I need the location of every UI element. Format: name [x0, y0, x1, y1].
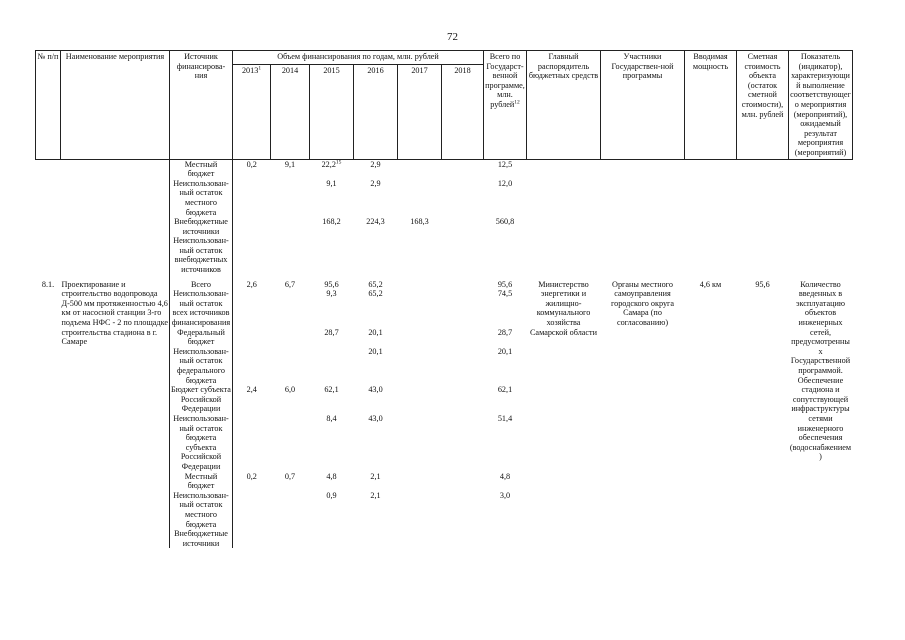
value-2018 [442, 159, 484, 179]
header-total: Всего по Государст-венной программе, млн. рублей$^{12}$ [484, 51, 527, 160]
item-manager: Министерство энергетики и жилищно-коммунального хозяйства Самарской области [529, 279, 598, 337]
header-year-2018: 2018 [442, 64, 484, 159]
value-2014 [271, 217, 310, 236]
value-2014 [271, 328, 310, 347]
value-2014 [271, 414, 310, 472]
value-2016 [354, 529, 398, 548]
value-2017 [398, 289, 442, 327]
value-2017 [398, 491, 442, 529]
header-year-2013: 2013$^1$ [233, 64, 271, 159]
header-num: № п/п [36, 51, 61, 160]
value-2013 [233, 491, 271, 529]
source-cell: Неиспользован-ный остаток бюджета субъекта Российской Федерации [170, 414, 233, 472]
value-2016: 65,2 [368, 279, 383, 289]
value-2017: 168,3 [410, 217, 429, 227]
item-participants: Органы местного самоуправления городского округа Самара (по согласованию) [610, 279, 675, 328]
header-year-2017: 2017 [398, 64, 442, 159]
value-total: 74,5 [497, 289, 513, 299]
header-year-2014: 2014 [271, 64, 310, 159]
table-row [36, 236, 853, 274]
value-2016: 65,2 [368, 289, 383, 299]
value-2013: 2,6 [246, 279, 257, 289]
source-cell: Местный бюджет [170, 472, 233, 491]
value-2018 [442, 179, 484, 217]
table-row [36, 217, 853, 236]
value-2015: 9,1 [326, 178, 337, 188]
header-funding-group: Объем финансирования по годам, млн. рублей [233, 51, 484, 65]
value-2017 [398, 385, 442, 414]
value-2016: 2,1 [370, 490, 381, 500]
item-capacity: 4,6 км [699, 279, 722, 289]
value-2014: 0,7 [284, 471, 296, 481]
value-total: 12,0 [497, 178, 513, 188]
source-cell: Местный бюджет [170, 159, 233, 179]
header-year-2015: 2015 [310, 64, 354, 159]
value-2016: 43,0 [368, 413, 383, 423]
value-2018 [442, 347, 484, 385]
page-number: 72 [447, 31, 458, 43]
value-2016: 43,0 [368, 385, 383, 395]
value-2015 [310, 529, 354, 548]
header-cost: Сметная стоимость объекта (остаток сметной стоимости), млн. рублей [737, 51, 789, 160]
source-cell: Всего [170, 280, 233, 290]
value-2018 [442, 236, 484, 274]
value-2018 [442, 328, 484, 347]
value-total: 51,4 [497, 413, 513, 423]
header-manager: Главный распорядитель бюджетных средств [527, 51, 601, 160]
value-2013: 0,2 [246, 159, 257, 169]
funding-table [35, 50, 853, 548]
value-2016: 2,9 [370, 159, 381, 169]
table-row [36, 159, 853, 179]
source-cell: Федеральный бюджет [170, 328, 233, 347]
value-2015: 28,7 [324, 327, 339, 337]
table-row [36, 179, 853, 217]
value-total: 62,1 [497, 385, 513, 395]
value-2016 [354, 236, 398, 274]
value-total: 4,8 [499, 471, 511, 481]
value-2014: 9,1 [284, 159, 296, 169]
source-cell: Внебюджетные источники [170, 529, 233, 548]
value-2018 [442, 472, 484, 491]
value-2017 [398, 414, 442, 472]
value-2013 [233, 328, 271, 347]
header-year-2016: 2016 [354, 64, 398, 159]
value-2014 [271, 491, 310, 529]
value-2014 [271, 347, 310, 385]
value-2015: 62,1 [324, 385, 339, 395]
value-2016: 20,1 [368, 327, 383, 337]
source-cell: Неиспользован-ный остаток всех источников финансирования [170, 289, 233, 327]
value-2018 [442, 280, 484, 290]
value-2013 [233, 236, 271, 274]
value-2013 [233, 414, 271, 472]
value-2014 [271, 529, 310, 548]
item-cost: 95,6 [755, 279, 770, 289]
value-total: 20,1 [497, 346, 513, 356]
value-total: 12,5 [497, 159, 513, 169]
value-2015: 8,4 [326, 413, 337, 423]
value-total: 3,0 [499, 490, 511, 500]
value-2013 [233, 529, 271, 548]
value-2015: 22,2$^{15}$ [321, 158, 342, 169]
value-2015: 9,3 [326, 289, 337, 299]
source-cell: Неиспользован-ный остаток местного бюджета [170, 491, 233, 529]
value-2014: 6,7 [284, 279, 296, 289]
value-2017 [398, 179, 442, 217]
value-2018 [442, 217, 484, 236]
header-participants: Участники Государствен-ной программы [601, 51, 685, 160]
header-indicator: Показатель (индикатор), характеризующий выполнение соответствующего мероприятия (мероприятий), ожидаемый результат мероприятия (мероприятий) [789, 51, 853, 160]
source-cell: Неиспользован-ный остаток местного бюджета [170, 179, 233, 217]
source-cell: Внебюджетные источники [170, 217, 233, 236]
value-2016: 20,1 [368, 346, 383, 356]
value-2018 [442, 385, 484, 414]
value-2014 [271, 289, 310, 327]
value-2013 [233, 289, 271, 327]
value-2017 [398, 236, 442, 274]
value-2016: 2,9 [370, 178, 381, 188]
value-2015 [310, 236, 354, 274]
value-2015: 4,8 [326, 471, 337, 481]
value-2015: 0,9 [326, 490, 337, 500]
value-2017 [398, 472, 442, 491]
value-2015 [310, 347, 354, 385]
value-2014 [271, 236, 310, 274]
value-total: 560,8 [495, 217, 515, 227]
value-2014: 6,0 [284, 385, 296, 395]
value-2015: 95,6 [324, 279, 339, 289]
value-2013: 0,2 [246, 471, 257, 481]
value-2017 [398, 529, 442, 548]
value-2016: 224,3 [366, 217, 385, 227]
source-cell: Бюджет субъекта Российской Федерации [171, 385, 231, 414]
value-2018 [442, 414, 484, 472]
source-cell: Неиспользован-ный остаток внебюджетных источников [170, 236, 233, 274]
header-source: Источник финансирова-ния [170, 51, 233, 160]
item-indicator: Количество введенных в эксплуатацию объектов инженерных сетей, предусмотренных Государственной программой. Обеспечение стадиона и сопутствующей инфраструктуры сетями инженерного обеспечения (водоснабжением) [789, 279, 852, 462]
value-2018 [442, 289, 484, 327]
value-2014 [271, 179, 310, 217]
item-name: Проектирование и строительство водопровода Д-500 мм протяженностью 4,6 км от насосной станции 3-го подъема НФС - 2 по площадке строительства стадиона в г. Самаре [61, 279, 168, 347]
value-2013 [233, 179, 271, 217]
value-2013 [233, 347, 271, 385]
value-total: 95,6 [497, 279, 513, 289]
value-2017 [398, 347, 442, 385]
item-number: 8.1. [41, 279, 55, 289]
value-2017 [398, 280, 442, 290]
value-total [484, 529, 527, 548]
value-2016: 2,1 [370, 471, 381, 481]
table-row [36, 280, 853, 290]
value-total [484, 236, 527, 274]
value-2017 [398, 328, 442, 347]
value-2017 [398, 159, 442, 179]
value-total: 28,7 [497, 327, 513, 337]
header-capacity: Вводимая мощность [685, 51, 737, 160]
source-cell: Неиспользован-ный остаток федерального бюджета [170, 347, 233, 385]
value-2015: 168,2 [322, 217, 341, 227]
value-2018 [442, 529, 484, 548]
header-name: Наименование мероприятия [61, 51, 170, 160]
value-2013 [233, 217, 271, 236]
value-2018 [442, 491, 484, 529]
value-2013: 2,4 [246, 385, 257, 395]
